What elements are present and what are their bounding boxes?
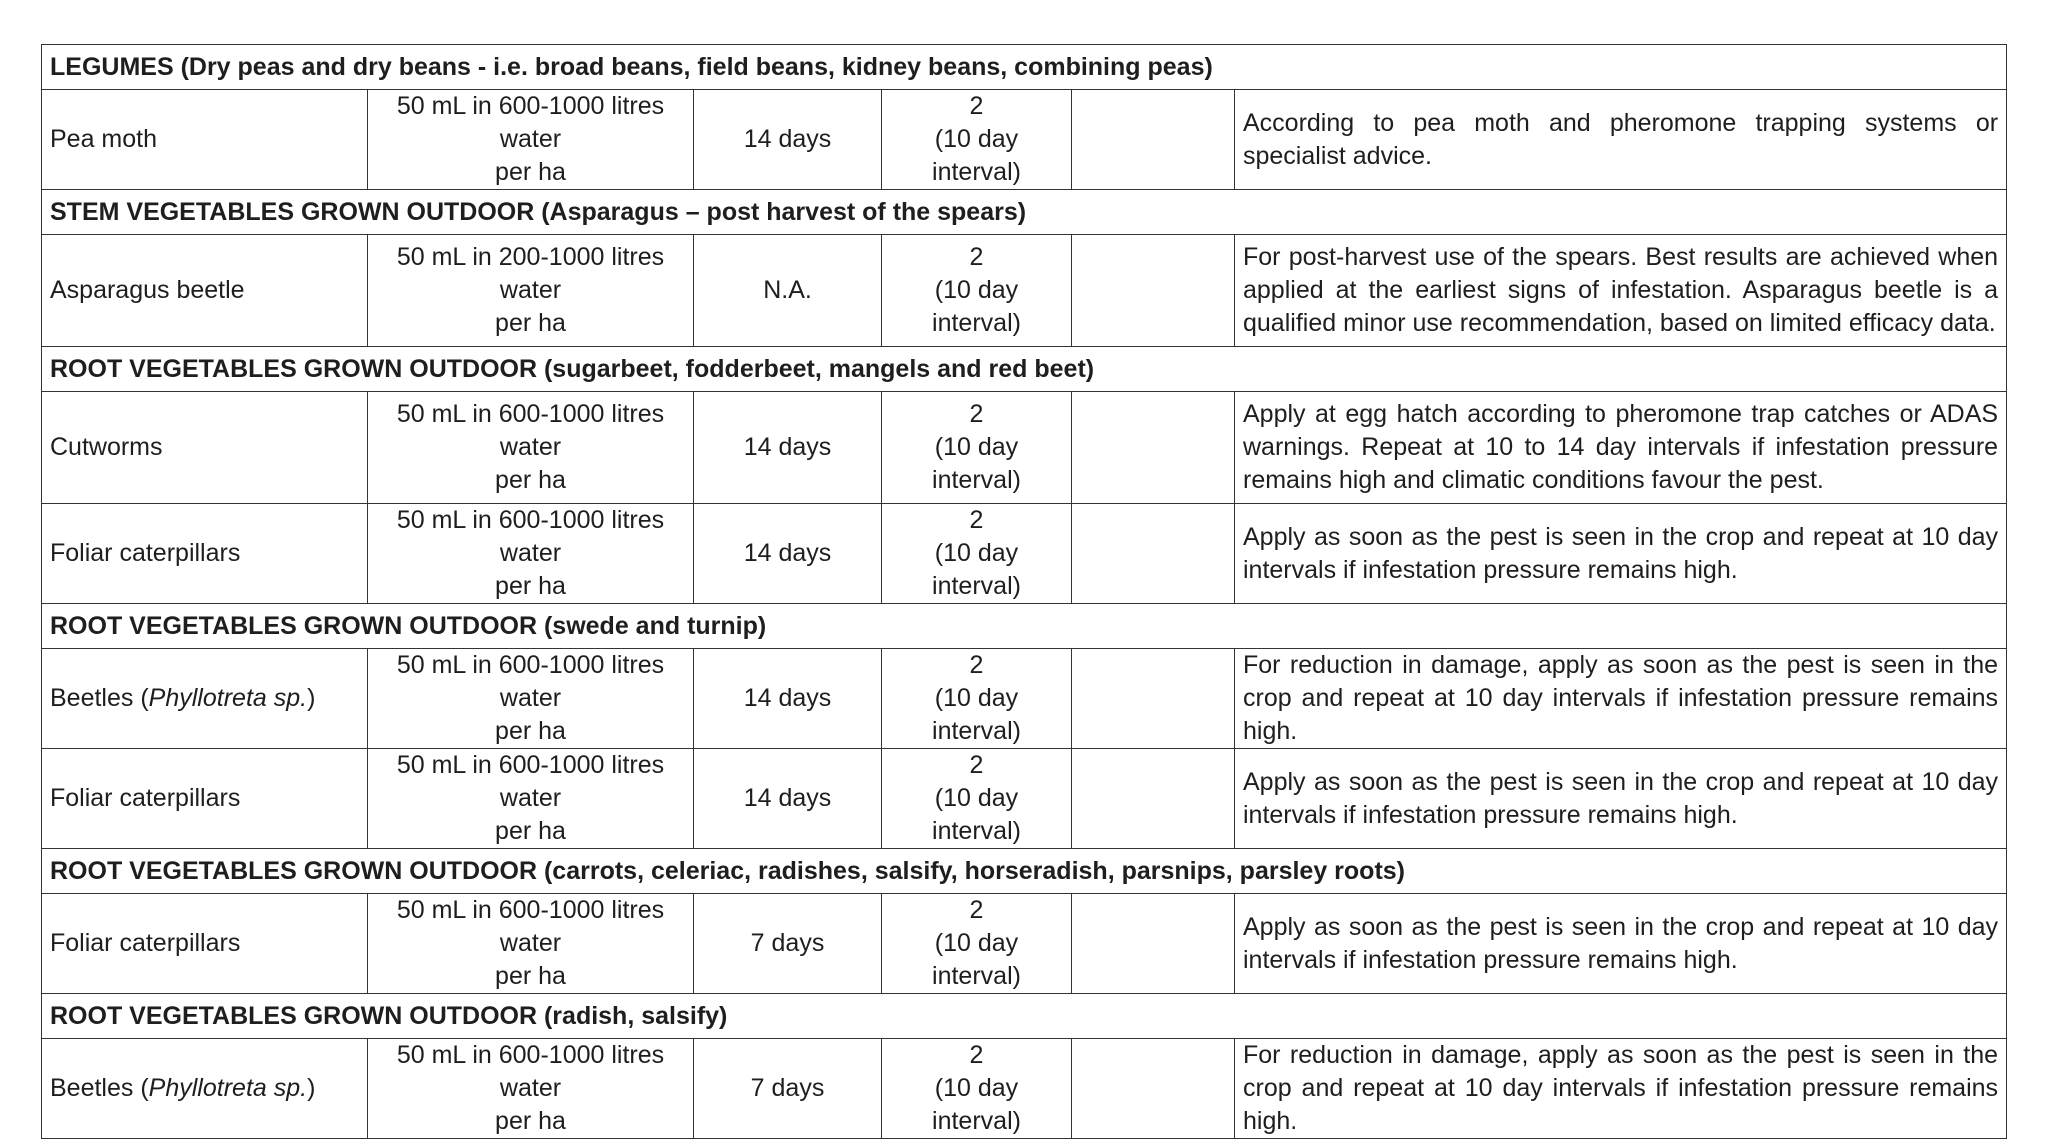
table-row [42,235,2007,347]
section-heading: LEGUMES (Dry peas and dry beans - i.e. broad beans, field beans, kidney beans, combining peas) [42,45,2007,90]
pest-cell: Cutworms [42,392,368,504]
pest-cell: Foliar caterpillars [42,894,368,994]
rate-line: 50 mL in 600-1000 litres water [396,651,665,712]
rate-line: 50 mL in 600-1000 litres water [396,1041,665,1102]
table-row [42,749,2007,849]
rate-cell [368,392,694,504]
rate-cell [368,90,694,190]
pest-species: Phyllotreta sp. [148,684,308,712]
rate-line: 50 mL in 600-1000 litres water [396,92,665,153]
notes-cell: Apply at egg hatch according to pheromone trap catches or ADAS warnings. Repeat at 10 to 14 day intervals if infestation pressure remains high and climatic conditions favour the pest. [1235,392,2007,504]
interval-cell: 14 days [694,504,882,604]
rate-line: per ha [495,717,566,745]
max-apps-cell [882,235,1072,347]
notes-cell: Apply as soon as the pest is seen in the crop and repeat at 10 day intervals if infestation pressure remains high. [1235,749,2007,849]
max-apps-value: 2 [969,92,984,120]
table-row [42,504,2007,604]
section-heading: STEM VEGETABLES GROWN OUTDOOR (Asparagus – post harvest of the spears) [42,190,2007,235]
interval-cell: 14 days [694,649,882,749]
notes-cell: Apply as soon as the pest is seen in the crop and repeat at 10 day intervals if infestation pressure remains high. [1235,504,2007,604]
max-apps-note: (10 day interval) [932,784,1021,845]
section-heading: ROOT VEGETABLES GROWN OUTDOOR (radish, salsify) [42,994,2007,1039]
section-header-row [42,849,2007,894]
max-apps-cell [882,649,1072,749]
notes-cell: For reduction in damage, apply as soon as the pest is seen in the crop and repeat at 10 day intervals if infestation pressure remains high. [1235,649,2007,749]
max-apps-note: (10 day interval) [932,276,1021,337]
max-apps-cell [882,1039,1072,1139]
max-apps-cell [882,392,1072,504]
rate-cell [368,649,694,749]
section-heading: ROOT VEGETABLES GROWN OUTDOOR (sugarbeet, fodderbeet, mangels and red beet) [42,347,2007,392]
rate-line: per ha [495,962,566,990]
rate-line: per ha [495,158,566,186]
empty-cell [1072,90,1235,190]
section-header-row [42,994,2007,1039]
section-header-row [42,190,2007,235]
interval-cell: 7 days [694,1039,882,1139]
max-apps-note: (10 day interval) [932,125,1021,186]
empty-cell [1072,1039,1235,1139]
empty-cell [1072,392,1235,504]
section-header-row [42,347,2007,392]
interval-cell: 14 days [694,749,882,849]
crop-recommendation-table [41,44,2007,1139]
max-apps-value: 2 [969,400,984,428]
interval-cell: 14 days [694,90,882,190]
rate-cell [368,749,694,849]
pest-cell: Pea moth [42,90,368,190]
max-apps-value: 2 [969,506,984,534]
section-header-row [42,45,2007,90]
max-apps-cell [882,90,1072,190]
rate-cell [368,504,694,604]
interval-cell: N.A. [694,235,882,347]
pest-cell: Foliar caterpillars [42,504,368,604]
pest-cell: Foliar caterpillars [42,749,368,849]
rate-line: per ha [495,466,566,494]
max-apps-cell [882,504,1072,604]
pest-name-close: ) [307,1074,316,1102]
max-apps-value: 2 [969,651,984,679]
empty-cell [1072,649,1235,749]
rate-line: 50 mL in 600-1000 litres water [396,400,665,461]
empty-cell [1072,235,1235,347]
max-apps-value: 2 [969,243,984,271]
table-row [42,649,2007,749]
rate-line: 50 mL in 600-1000 litres water [396,506,665,567]
table-row [42,1039,2007,1139]
pest-cell: Asparagus beetle [42,235,368,347]
rate-cell [368,1039,694,1139]
max-apps-cell [882,749,1072,849]
table-row [42,894,2007,994]
interval-cell: 14 days [694,392,882,504]
rate-line: per ha [495,309,566,337]
rate-line: 50 mL in 200-1000 litres water [396,243,665,304]
notes-cell: Apply as soon as the pest is seen in the crop and repeat at 10 day intervals if infestation pressure remains high. [1235,894,2007,994]
pest-species: Phyllotreta sp. [148,1074,308,1102]
notes-cell: According to pea moth and pheromone trapping systems or specialist advice. [1235,90,2007,190]
max-apps-note: (10 day interval) [932,929,1021,990]
rate-line: 50 mL in 600-1000 litres water [396,896,665,957]
table-row [42,392,2007,504]
max-apps-cell [882,894,1072,994]
rate-line: per ha [495,572,566,600]
rate-cell [368,894,694,994]
interval-cell: 7 days [694,894,882,994]
notes-cell: For post-harvest use of the spears. Best results are achieved when applied at the earliest signs of infestation. Asparagus beetle is a qualified minor use recommendation, based on limited efficacy data. [1235,235,2007,347]
pest-name: Beetles ( [50,684,149,712]
max-apps-note: (10 day interval) [932,684,1021,745]
section-header-row [42,604,2007,649]
rate-cell [368,235,694,347]
notes-cell: For reduction in damage, apply as soon as the pest is seen in the crop and repeat at 10 day intervals if infestation pressure remains high. [1235,1039,2007,1139]
max-apps-value: 2 [969,751,984,779]
pest-name-close: ) [307,684,316,712]
rate-line: per ha [495,1107,566,1135]
empty-cell [1072,894,1235,994]
pest-name: Beetles ( [50,1074,149,1102]
max-apps-note: (10 day interval) [932,539,1021,600]
section-heading: ROOT VEGETABLES GROWN OUTDOOR (carrots, celeriac, radishes, salsify, horseradish, parsnips, parsley roots) [42,849,2007,894]
max-apps-note: (10 day interval) [932,433,1021,494]
max-apps-note: (10 day interval) [932,1074,1021,1135]
max-apps-value: 2 [969,896,984,924]
rate-line: 50 mL in 600-1000 litres water [396,751,665,812]
max-apps-value: 2 [969,1041,984,1069]
empty-cell [1072,504,1235,604]
table-row [42,90,2007,190]
pest-cell [42,1039,368,1139]
rate-line: per ha [495,817,566,845]
pest-cell [42,649,368,749]
section-heading: ROOT VEGETABLES GROWN OUTDOOR (swede and turnip) [42,604,2007,649]
empty-cell [1072,749,1235,849]
